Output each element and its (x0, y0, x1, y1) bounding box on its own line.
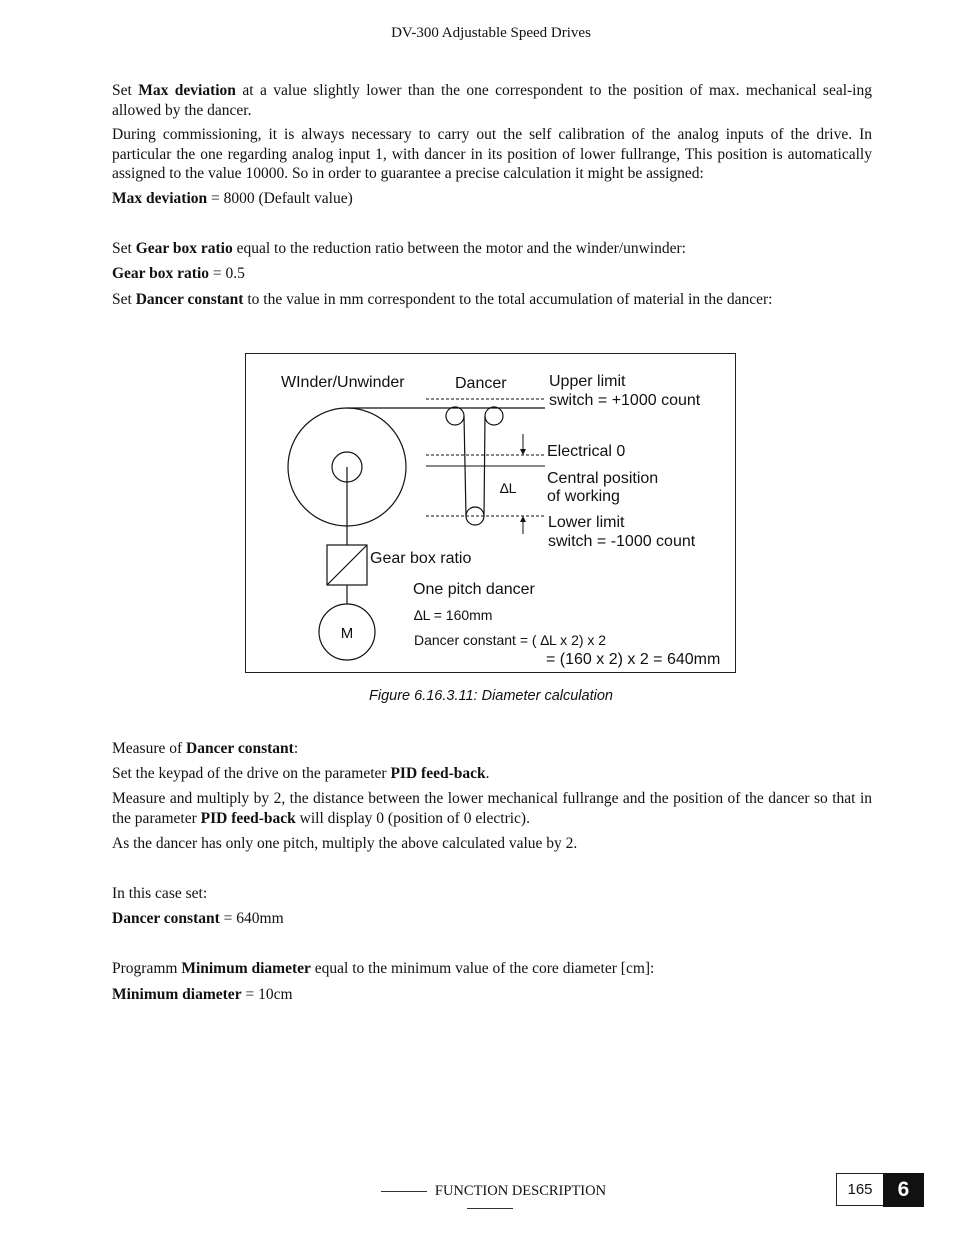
electrical-zero-label: Electrical 0 (547, 443, 626, 460)
motor-label: M (340, 625, 354, 642)
figure-caption: Figure 6.16.3.11: Diameter calculation (369, 688, 613, 704)
paragraph-in-this-case: In this case set: (112, 885, 208, 902)
paragraph-measure: Measure of Dancer constant: (112, 740, 299, 757)
lower-limit-count: switch = -1000 count (548, 533, 696, 550)
central-position-label: Central position (547, 470, 659, 487)
dancer-constant-result: = (160 x 2) x 2 = 640mm (546, 651, 721, 668)
paragraph-max-deviation-value: Max deviation = 8000 (Default value) (112, 190, 353, 207)
paragraph-max-deviation: Set Max deviation at a value slightly lower than the one correspondent to the position of max. mechanical seal-ing allowed by the dancer. (112, 82, 872, 119)
paragraph-one-pitch: As the dancer has only one pitch, multiply the above calculated value by 2. (112, 835, 578, 852)
dancer-roller-left (446, 407, 464, 425)
upper-limit-count: switch = +1000 count (549, 392, 701, 409)
paragraph-gear-box-value: Gear box ratio = 0.5 (112, 265, 245, 282)
paragraph-gear-box: Set Gear box ratio equal to the reduction ratio between the motor and the winder/unwinder: (112, 240, 686, 257)
page-number: 165 (836, 1173, 884, 1206)
dancer-roller-right (485, 407, 503, 425)
dancer-diagram (246, 354, 737, 674)
dancer-constant-formula: Dancer constant = ( ∆L x 2) x 2 (414, 632, 607, 648)
paragraph-minimum-diameter: Programm Minimum diameter equal to the minimum value of the core diameter [cm]: (112, 960, 655, 977)
gearbox-label: Gear box ratio (370, 550, 472, 567)
paragraph-dancer-constant: Set Dancer constant to the value in mm correspondent to the total accumulation of material in the dancer: (112, 291, 773, 308)
running-footer (343, 1183, 636, 1217)
delta-value-label: ∆L = 160mm (414, 607, 493, 623)
upper-limit-label: Upper limit (549, 373, 626, 390)
winder-label: WInder/Unwinder (281, 374, 405, 391)
diameter-calculation-figure (245, 353, 736, 673)
lower-limit-label: Lower limit (548, 514, 625, 531)
one-pitch-label: One pitch dancer (413, 581, 535, 598)
delta-l-label: ∆L (500, 480, 517, 496)
footer-section: FUNCTION DESCRIPTION (434, 1183, 607, 1199)
paragraph-multiply: Measure and multiply by 2, the distance between the lower mechanical fullrange and the position of the dancer so that in the parameter PID feed-back will display 0 (position of 0 electric). (112, 790, 872, 827)
paragraph-commissioning: During commissioning, it is always necessary to carry out the self calibration of the analog inputs of the drive. In particular the one regarding analog input 1, with dancer in its position of lower fullrange, This position is automatically assigned to the value 10000. So in order to guarantee a precise calculation it might be assigned: (112, 126, 872, 182)
running-header: DV-300 Adjustable Speed Drives (391, 25, 591, 41)
central-position-label-2: of working (547, 488, 620, 505)
paragraph-minimum-diameter-value: Minimum diameter = 10cm (112, 986, 293, 1003)
dancer-label: Dancer (455, 375, 507, 392)
chapter-tab: 6 (883, 1173, 924, 1207)
paragraph-dancer-constant-value: Dancer constant = 640mm (112, 910, 284, 927)
paragraph-keypad: Set the keypad of the drive on the parameter PID feed-back. (112, 765, 490, 782)
